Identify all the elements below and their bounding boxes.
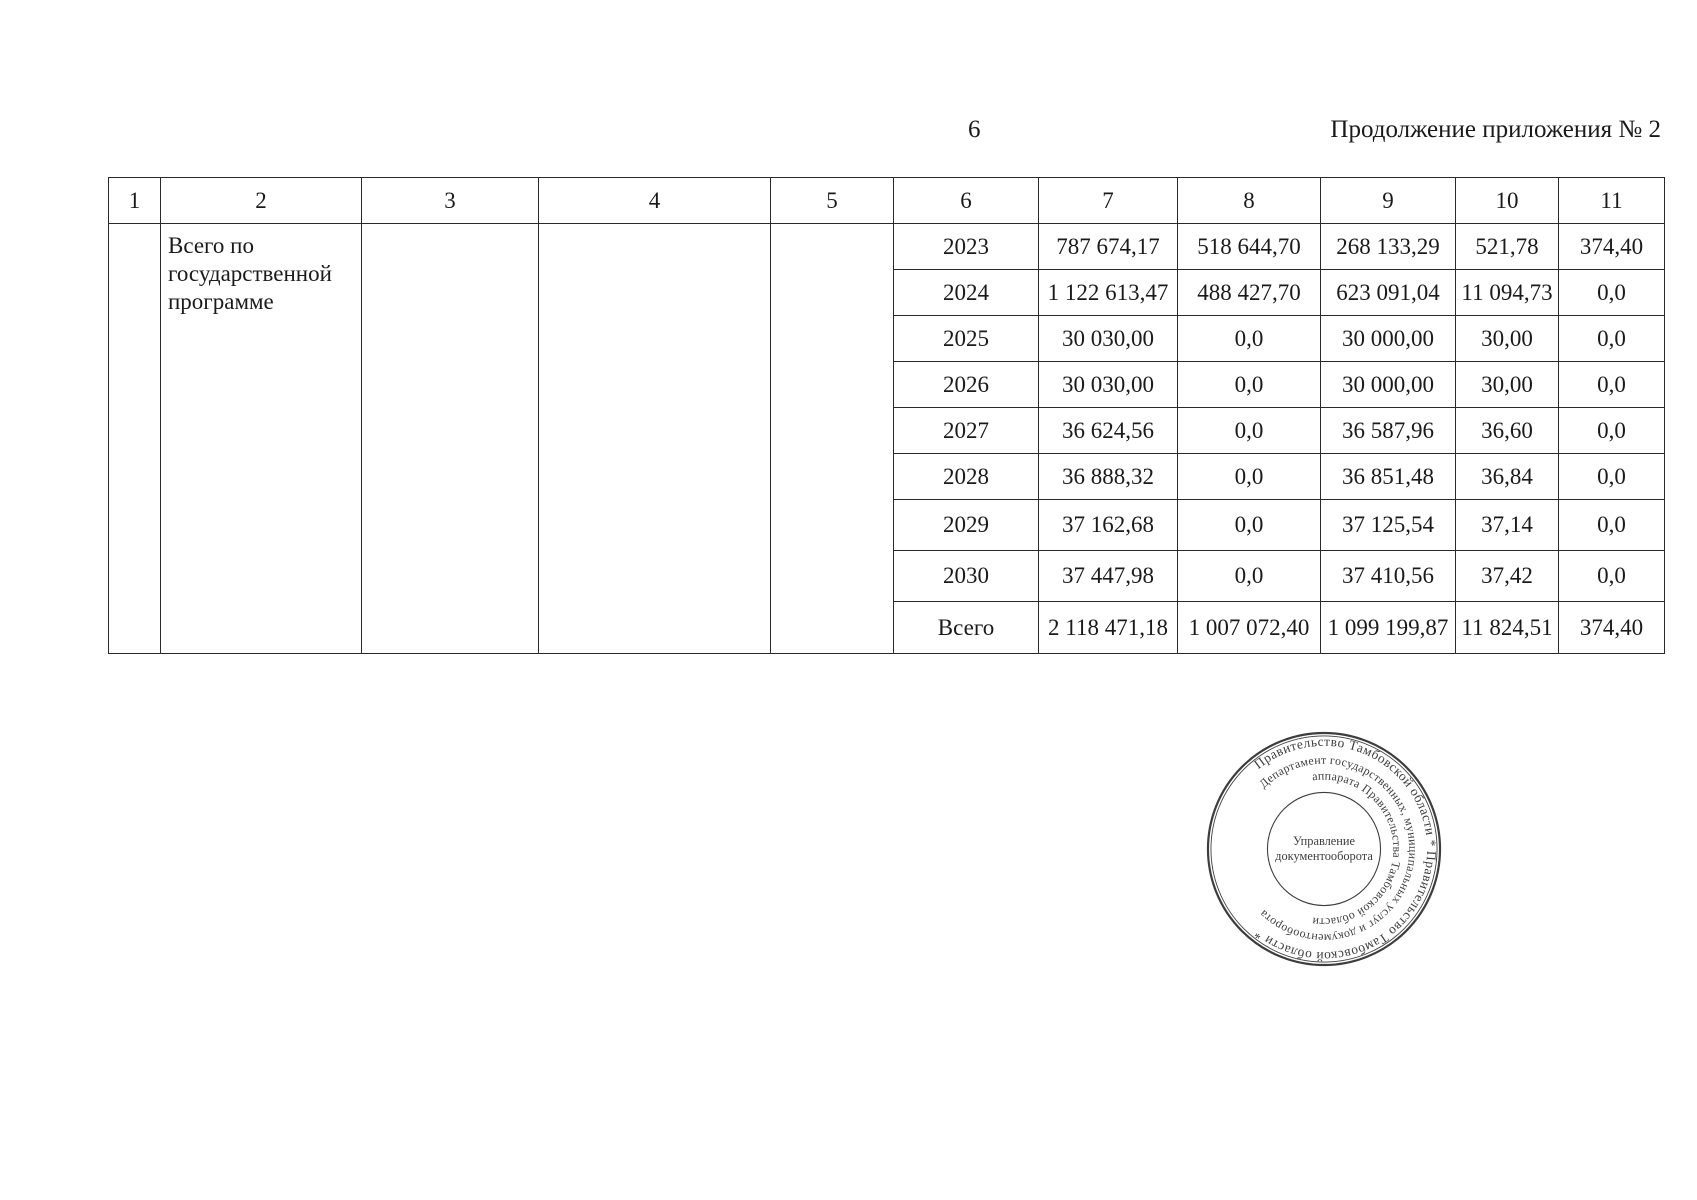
value-cell: 36 888,32 <box>1039 454 1178 500</box>
budget-table <box>108 177 1665 654</box>
value-cell: 0,0 <box>1178 500 1321 551</box>
value-cell: 30 000,00 <box>1321 316 1456 362</box>
table-row <box>109 224 1665 270</box>
total-cell: 374,40 <box>1559 602 1665 654</box>
value-cell: 0,0 <box>1559 551 1665 602</box>
page-number: 6 <box>968 116 981 143</box>
value-cell: 30 030,00 <box>1039 362 1178 408</box>
year-cell: 2023 <box>894 224 1039 270</box>
value-cell: 36 624,56 <box>1039 408 1178 454</box>
value-cell: 30 030,00 <box>1039 316 1178 362</box>
value-cell: 37 410,56 <box>1321 551 1456 602</box>
value-cell: 623 091,04 <box>1321 270 1456 316</box>
column-header: 7 <box>1039 178 1178 224</box>
value-cell: 787 674,17 <box>1039 224 1178 270</box>
value-cell: 0,0 <box>1559 362 1665 408</box>
value-cell: 37 125,54 <box>1321 500 1456 551</box>
value-cell: 30,00 <box>1456 362 1559 408</box>
seal-inner-text: аппарата Правительства Тамбовской области <box>1311 768 1405 930</box>
seal-center-line2: документооборота <box>1275 848 1373 863</box>
column-header: 9 <box>1321 178 1456 224</box>
value-cell: 37 447,98 <box>1039 551 1178 602</box>
column-header: 5 <box>771 178 894 224</box>
value-cell: 36,60 <box>1456 408 1559 454</box>
value-cell: 11 094,73 <box>1456 270 1559 316</box>
value-cell: 0,0 <box>1178 316 1321 362</box>
year-cell: 2024 <box>894 270 1039 316</box>
year-cell: 2028 <box>894 454 1039 500</box>
column-header: 4 <box>539 178 771 224</box>
seal-center-line1: Управление <box>1292 834 1356 849</box>
column-header: 2 <box>161 178 362 224</box>
column-header: 3 <box>362 178 539 224</box>
program-label: Всего по государственной программе <box>161 224 362 654</box>
column-number-row <box>109 178 1665 224</box>
total-cell: 11 824,51 <box>1456 602 1559 654</box>
total-cell: 2 118 471,18 <box>1039 602 1178 654</box>
value-cell: 36,84 <box>1456 454 1559 500</box>
value-cell: 1 122 613,47 <box>1039 270 1178 316</box>
value-cell: 521,78 <box>1456 224 1559 270</box>
cell-col4 <box>539 224 771 654</box>
column-header: 6 <box>894 178 1039 224</box>
column-header: 11 <box>1559 178 1665 224</box>
seal-middle-text: Департамент государственных, муниципальных услуг и документооборота <box>1256 752 1421 946</box>
column-header: 10 <box>1456 178 1559 224</box>
value-cell: 0,0 <box>1559 316 1665 362</box>
value-cell: 30,00 <box>1456 316 1559 362</box>
value-cell: 0,0 <box>1178 454 1321 500</box>
total-cell: 1 099 199,87 <box>1321 602 1456 654</box>
year-cell: 2026 <box>894 362 1039 408</box>
year-cell: 2025 <box>894 316 1039 362</box>
value-cell: 37,42 <box>1456 551 1559 602</box>
value-cell: 0,0 <box>1559 454 1665 500</box>
value-cell: 268 133,29 <box>1321 224 1456 270</box>
value-cell: 0,0 <box>1559 408 1665 454</box>
value-cell: 37 162,68 <box>1039 500 1178 551</box>
year-cell: 2029 <box>894 500 1039 551</box>
value-cell: 30 000,00 <box>1321 362 1456 408</box>
column-header: 1 <box>109 178 161 224</box>
seal-outer-text: Правительство Тамбовской области * Правительство Тамбовской области * <box>1251 733 1440 965</box>
appendix-title: Продолжение приложения № 2 <box>1330 116 1661 143</box>
total-cell: 1 007 072,40 <box>1178 602 1321 654</box>
value-cell: 0,0 <box>1559 500 1665 551</box>
column-header: 8 <box>1178 178 1321 224</box>
value-cell: 36 851,48 <box>1321 454 1456 500</box>
value-cell: 0,0 <box>1559 270 1665 316</box>
value-cell: 374,40 <box>1559 224 1665 270</box>
value-cell: 0,0 <box>1178 362 1321 408</box>
cell-col1 <box>109 224 161 654</box>
year-cell: 2027 <box>894 408 1039 454</box>
cell-col3 <box>362 224 539 654</box>
value-cell: 488 427,70 <box>1178 270 1321 316</box>
value-cell: 36 587,96 <box>1321 408 1456 454</box>
value-cell: 37,14 <box>1456 500 1559 551</box>
value-cell: 0,0 <box>1178 408 1321 454</box>
value-cell: 0,0 <box>1178 551 1321 602</box>
year-cell: Всего <box>894 602 1039 654</box>
official-seal <box>1205 730 1443 968</box>
cell-col5 <box>771 224 894 654</box>
year-cell: 2030 <box>894 551 1039 602</box>
value-cell: 518 644,70 <box>1178 224 1321 270</box>
